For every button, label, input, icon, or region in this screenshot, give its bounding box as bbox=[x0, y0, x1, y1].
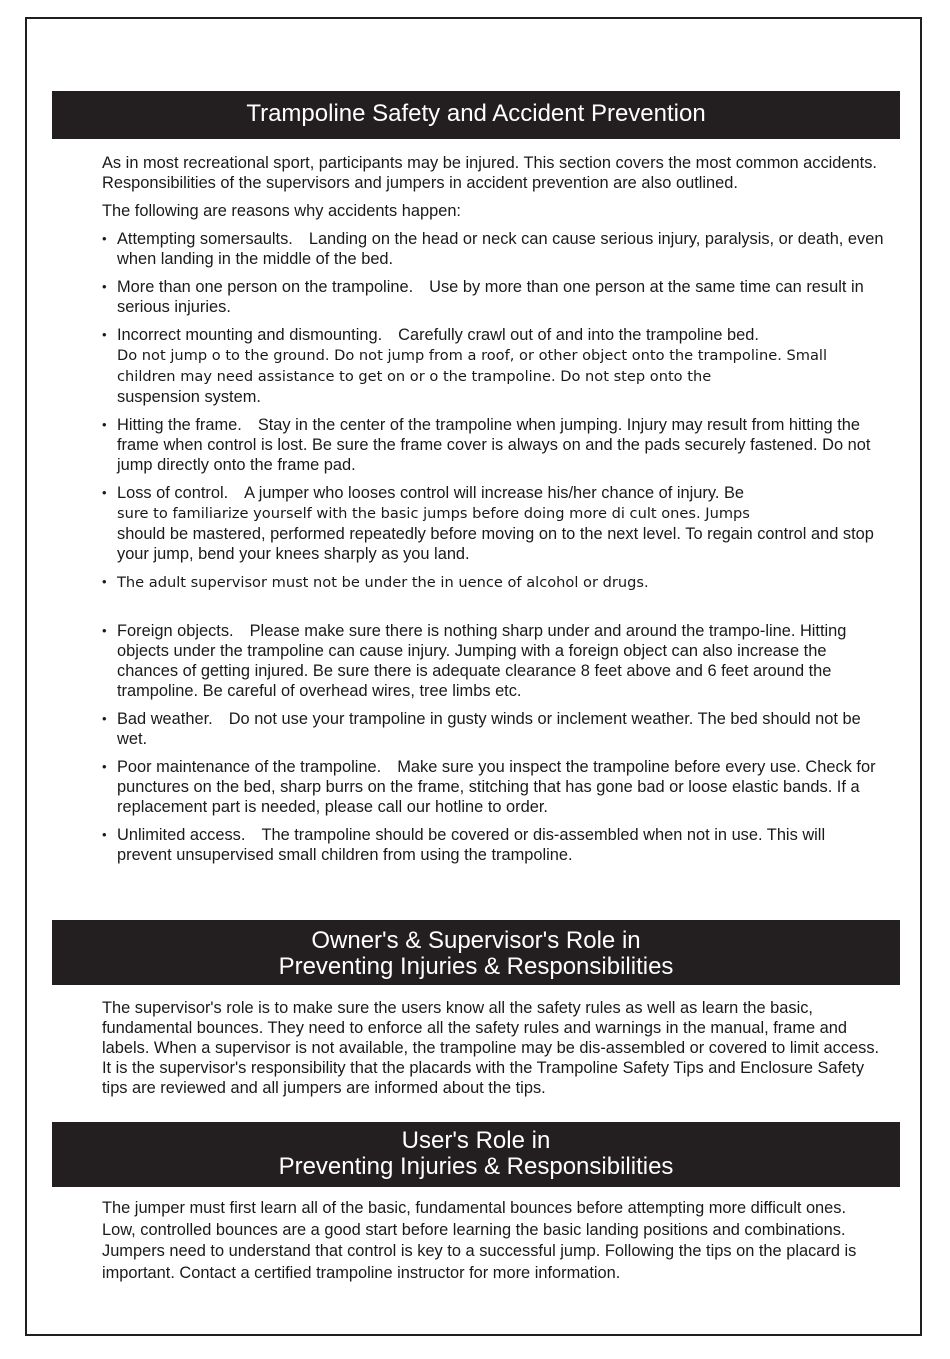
section-heading-user bbox=[52, 1122, 900, 1187]
item-title: Foreign objects. bbox=[117, 622, 234, 640]
list-item bbox=[102, 572, 884, 593]
supervisor-section-body bbox=[102, 998, 884, 1098]
item-text-2: Do not jump o to the ground. Do not jump from a roof, or other object onto the trampoline. Small children may need assistance to get on or o the trampoline. Do not step onto the bbox=[117, 347, 827, 385]
list-item bbox=[102, 621, 884, 701]
item-title: More than one person on the trampoline. bbox=[117, 278, 414, 296]
user-paragraph: The jumper must first learn all of the basic, fundamental bounces before attempting more difficult ones. Low, controlled bounces are a good start before learning the basic landing positions and combinations. Jumpers need to understand that control is key to a successful jump. Following the tips on the placard is important. Contact a certified trampoline instructor for more information. bbox=[102, 1199, 857, 1282]
item-text: Stay in the center of the trampoline when jumping. Injury may result from hitting the frame when control is lost. Be sure the frame cover is always on and the pads securely fastened. Do not jump directly onto the frame pad. bbox=[117, 416, 871, 474]
item-text: Landing on the head or neck can cause serious injury, paralysis, or death, even when landing in the middle of the bed. bbox=[117, 230, 884, 268]
item-title: Hitting the frame. bbox=[117, 416, 242, 434]
item-text: Use by more than one person at the same time can result in serious injuries. bbox=[117, 278, 864, 316]
item-text-3: should be mastered, performed repeatedly before moving on to the next level. To regain control and stop your jump, bend your knees sharply as you land. bbox=[117, 525, 874, 563]
section-heading-supervisor bbox=[52, 920, 900, 985]
list-item bbox=[102, 757, 884, 817]
item-text: Make sure you inspect the trampoline before every use. Check for punctures on the bed, sharp burrs on the frame, stitching that has gone bad or loose elastic bands. If a replacement part is needed, please call our hotline to order. bbox=[117, 758, 876, 816]
list-item bbox=[102, 277, 884, 317]
lead-in-paragraph: The following are reasons why accidents happen: bbox=[102, 202, 461, 220]
list-item bbox=[102, 325, 884, 407]
item-text-3: suspension system. bbox=[117, 388, 261, 406]
item-text: The trampoline should be covered or dis-assembled when not in use. This will prevent unsupervised small children from using the trampoline. bbox=[117, 826, 826, 864]
list-item bbox=[102, 825, 884, 865]
list-item bbox=[102, 415, 884, 475]
item-title: Bad weather. bbox=[117, 710, 213, 728]
heading-line-2: Preventing Injuries & Responsibilities bbox=[278, 1153, 674, 1180]
item-text-2: sure to familiarize yourself with the basic jumps before doing more di cult ones. Jumps bbox=[117, 505, 750, 522]
item-title: Attempting somersaults. bbox=[117, 230, 293, 248]
list-item bbox=[102, 229, 884, 269]
supervisor-paragraph: The supervisor's role is to make sure the users know all the safety rules as well as learn the basic, fundamental bounces. They need to enforce all the safety rules and warnings in the manual, frame and labels. When a supervisor is not available, the trampoline may be dis-assembled or covered to limit access. It is the supervisor's responsibility that the placards with the Trampoline Safety Tips and Enclosure Safety tips are reviewed and all jumpers are informed about the tips. bbox=[102, 999, 880, 1097]
item-text: Please make sure there is nothing sharp under and around the trampo-line. Hitting objects under the trampoline can cause injury. Jumping with a foreign object can also increase the chances of getting injured. Be sure there is adequate clearance 8 feet above and 6 feet around the trampoline. Be careful of overhead wires, tree limbs etc. bbox=[117, 622, 847, 700]
list-item bbox=[102, 709, 884, 749]
item-title: Poor maintenance of the trampoline. bbox=[117, 758, 382, 776]
heading-line-2: Preventing Injuries & Responsibilities bbox=[278, 953, 674, 980]
item-text: The adult supervisor must not be under the in uence of alcohol or drugs. bbox=[117, 574, 649, 591]
item-text: Carefully crawl out of and into the trampoline bed. bbox=[398, 326, 759, 344]
heading-text: Trampoline Safety and Accident Prevention bbox=[246, 100, 706, 127]
item-title: Loss of control. bbox=[117, 484, 229, 502]
heading-line-1: Owner's & Supervisor's Role in bbox=[311, 927, 641, 954]
list-item bbox=[102, 483, 884, 564]
item-title: Unlimited access. bbox=[117, 826, 246, 844]
item-text: A jumper who looses control will increase his/her chance of injury. Be bbox=[244, 484, 745, 502]
safety-section-body bbox=[102, 153, 884, 873]
item-text: Do not use your trampoline in gusty winds or inclement weather. The bed should not be wet. bbox=[117, 710, 861, 748]
intro-paragraph: As in most recreational sport, participants may be injured. This section covers the most common accidents. Responsibilities of the supervisors and jumpers in accident prevention are also outlined. bbox=[102, 154, 877, 192]
accident-reasons-list bbox=[102, 229, 884, 865]
section-heading-safety bbox=[52, 91, 900, 139]
heading-line-1: User's Role in bbox=[401, 1127, 551, 1154]
user-section-body bbox=[102, 1198, 884, 1284]
item-title: Incorrect mounting and dismounting. bbox=[117, 326, 383, 344]
